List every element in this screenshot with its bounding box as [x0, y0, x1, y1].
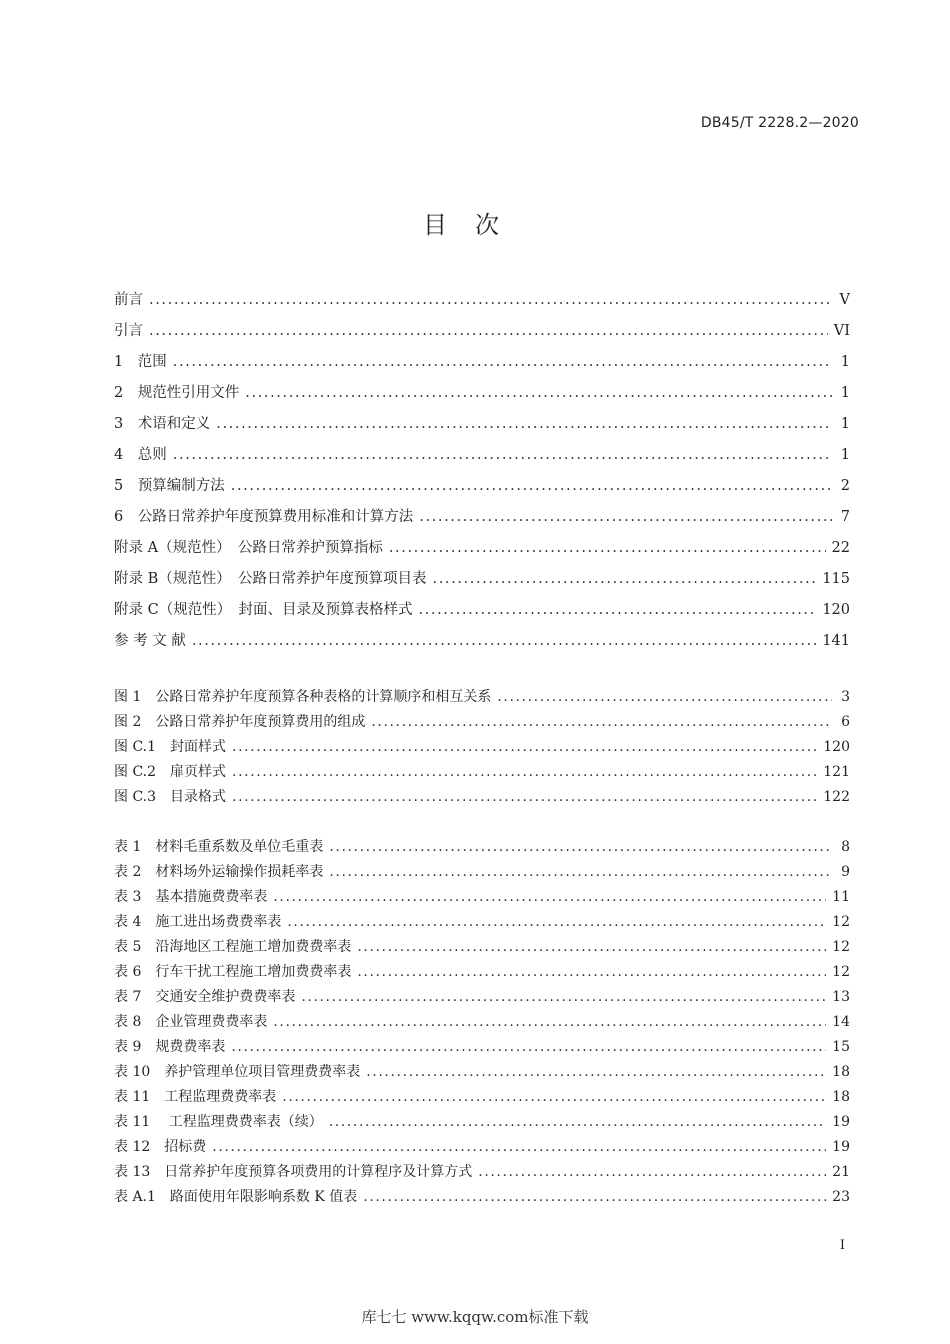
toc-entry-label: 表 12 招标费: [114, 1139, 207, 1155]
dot-leader: [273, 1014, 826, 1030]
toc-figure-entry[interactable]: [114, 761, 850, 783]
toc-entry-page: V: [839, 292, 850, 308]
toc-entry-page: 18: [832, 1089, 850, 1105]
toc-entry-label: 6 公路日常养护年度预算费用标准和计算方法: [114, 509, 414, 525]
toc-table-entry[interactable]: [114, 961, 850, 983]
toc-entry-page: 1: [840, 447, 850, 463]
toc-entry[interactable]: [114, 598, 850, 620]
toc-table-entry[interactable]: [114, 1036, 850, 1058]
document-code: DB45/T 2228.2—2020: [700, 115, 859, 131]
toc-entry-label: 图 1 公路日常养护年度预算各种表格的计算顺序和相互关系: [114, 689, 492, 705]
page-title: 目次: [423, 211, 527, 239]
dot-leader: [232, 789, 817, 805]
toc-entry-label: 附录 C（规范性） 封面、目录及预算表格样式: [114, 602, 413, 618]
dot-leader: [433, 571, 817, 587]
toc-table-entry[interactable]: [114, 861, 850, 883]
toc-entry-page: 120: [822, 602, 850, 618]
toc-entry-page: 141: [822, 633, 850, 649]
toc-entry-label: 表 3 基本措施费费率表: [114, 889, 268, 905]
toc-entry-label: 表 4 施工进出场费费率表: [114, 914, 282, 930]
toc-entry[interactable]: [114, 474, 850, 496]
toc-entry[interactable]: [114, 319, 850, 341]
dot-leader: [149, 292, 832, 308]
toc-entry-page: 1: [840, 416, 850, 432]
dot-leader: [389, 540, 826, 556]
toc-entry-label: 图 C.2 扉页样式: [114, 764, 227, 780]
toc-entry-label: 参 考 文 献: [114, 633, 186, 649]
toc-entry-page: 2: [840, 478, 850, 494]
toc-table-entry[interactable]: [114, 986, 850, 1008]
toc-entry-page: 3: [841, 689, 850, 705]
toc-entry-page: 7: [840, 509, 850, 525]
toc-entry-label: 前言: [114, 292, 143, 308]
dot-leader: [357, 939, 826, 955]
dot-leader: [497, 689, 832, 705]
toc-entry-page: 12: [832, 939, 850, 955]
dot-leader: [231, 478, 832, 494]
toc-figure-entry[interactable]: [114, 786, 850, 808]
dot-leader: [232, 739, 817, 755]
toc-entry[interactable]: [114, 350, 850, 372]
toc-entry-label: 附录 B（规范性） 公路日常养护年度预算项目表: [114, 571, 427, 587]
toc-entry-page: 13: [832, 989, 850, 1005]
toc-table-entry[interactable]: [114, 1161, 850, 1183]
toc-entry-page: 21: [832, 1164, 850, 1180]
toc-entry-label: 表 8 企业管理费费率表: [114, 1014, 268, 1030]
toc-table-entry[interactable]: [114, 1011, 850, 1033]
dot-leader: [173, 354, 832, 370]
toc-entry[interactable]: [114, 288, 850, 310]
toc-entry[interactable]: [114, 505, 850, 527]
toc-table-entry[interactable]: [114, 911, 850, 933]
watermark-text: 库七七 www.kqqw.com标准下载: [361, 1308, 589, 1326]
dot-leader: [363, 1189, 826, 1205]
dot-leader: [173, 447, 832, 463]
toc-entry-label: 表 9 规费费率表: [114, 1039, 226, 1055]
toc-entry-page: 14: [832, 1014, 850, 1030]
toc-table-entry[interactable]: [114, 1086, 850, 1108]
dot-leader: [357, 964, 826, 980]
toc-table-entry[interactable]: [114, 836, 850, 858]
toc-entry-page: 12: [832, 964, 850, 980]
toc-entry-page: 120: [823, 739, 850, 755]
toc-entry-page: 115: [822, 571, 850, 587]
toc-entry-label: 附录 A（规范性） 公路日常养护预算指标: [114, 540, 383, 556]
toc-entry-page: 9: [841, 864, 850, 880]
toc-entry-label: 表 2 材料场外运输操作损耗率表: [114, 864, 324, 880]
toc-entry-label: 表 6 行车干扰工程施工增加费费率表: [114, 964, 352, 980]
toc-table-entry[interactable]: [114, 1186, 850, 1208]
toc-entry-label: 表 13 日常养护年度预算各项费用的计算程序及计算方式: [114, 1164, 473, 1180]
dot-leader: [366, 1064, 826, 1080]
toc-entry-page: 122: [823, 789, 850, 805]
toc-entry-label: 2 规范性引用文件: [114, 385, 240, 401]
dot-leader: [287, 914, 826, 930]
toc-entry-label: 表 10 养护管理单位项目管理费费率表: [114, 1064, 361, 1080]
dot-leader: [273, 889, 826, 905]
dot-leader: [149, 323, 828, 339]
toc-entry-label: 表 1 材料毛重系数及单位毛重表: [114, 839, 324, 855]
toc-table-entry[interactable]: [114, 886, 850, 908]
toc-entry-label: 表 7 交通安全维护费费率表: [114, 989, 296, 1005]
toc-entry-label: 1 范围: [114, 354, 167, 370]
toc-entry[interactable]: [114, 443, 850, 465]
toc-entry-label: 图 C.3 目录格式: [114, 789, 227, 805]
dot-leader: [329, 864, 832, 880]
toc-figure-entry[interactable]: [114, 686, 850, 708]
dot-leader: [418, 602, 816, 618]
toc-entry[interactable]: [114, 536, 850, 558]
toc-entry-label: 图 C.1 封面样式: [114, 739, 227, 755]
dot-leader: [371, 714, 832, 730]
dot-leader: [419, 509, 832, 525]
dot-leader: [232, 764, 817, 780]
toc-figure-entry[interactable]: [114, 736, 850, 758]
toc-entry-label: 表 A.1 路面使用年限影响系数 K 值表: [114, 1189, 358, 1205]
toc-entry-page: 12: [832, 914, 850, 930]
dot-leader: [245, 385, 832, 401]
toc-entry-page: 23: [832, 1189, 850, 1205]
toc-entry[interactable]: [114, 567, 850, 589]
toc-entry-label: 表 5 沿海地区工程施工增加费费率表: [114, 939, 352, 955]
toc-entry-page: 121: [823, 764, 850, 780]
dot-leader: [192, 633, 816, 649]
toc-entry-label: 5 预算编制方法: [114, 478, 225, 494]
toc-entry-label: 3 术语和定义: [114, 416, 211, 432]
toc-entry-page: 1: [840, 385, 850, 401]
dot-leader: [478, 1164, 826, 1180]
toc-figure-entry[interactable]: [114, 711, 850, 733]
toc-entry[interactable]: [114, 629, 850, 651]
toc-entry[interactable]: [114, 381, 850, 403]
page-number: I: [839, 1238, 845, 1253]
toc-entry-page: 6: [841, 714, 850, 730]
toc-entry-label: 表 11 工程监理费费率表（续）: [114, 1114, 323, 1130]
toc-entry-page: 11: [832, 889, 850, 905]
toc-table-entry[interactable]: [114, 936, 850, 958]
toc-table-entry[interactable]: [114, 1061, 850, 1083]
toc-entry-page: 18: [832, 1064, 850, 1080]
toc-entry-label: 表 11 工程监理费费率表: [114, 1089, 277, 1105]
toc-entry-page: 19: [832, 1139, 850, 1155]
toc-entry-page: 15: [832, 1039, 850, 1055]
toc-entry-label: 图 2 公路日常养护年度预算费用的组成: [114, 714, 366, 730]
toc-entry-page: 19: [832, 1114, 850, 1130]
dot-leader: [329, 839, 832, 855]
toc-entry-page: 8: [841, 839, 850, 855]
dot-leader: [301, 989, 826, 1005]
dot-leader: [231, 1039, 826, 1055]
toc-entry-page: VI: [833, 323, 850, 339]
toc-table-entry[interactable]: [114, 1111, 850, 1133]
dot-leader: [329, 1114, 826, 1130]
dot-leader: [212, 1139, 826, 1155]
dot-leader: [282, 1089, 826, 1105]
toc-table-entry[interactable]: [114, 1136, 850, 1158]
dot-leader: [216, 416, 832, 432]
toc-entry[interactable]: [114, 412, 850, 434]
toc-entry-label: 引言: [114, 323, 143, 339]
toc-entry-page: 22: [831, 540, 850, 556]
toc-entry-page: 1: [840, 354, 850, 370]
toc-entry-label: 4 总则: [114, 447, 167, 463]
